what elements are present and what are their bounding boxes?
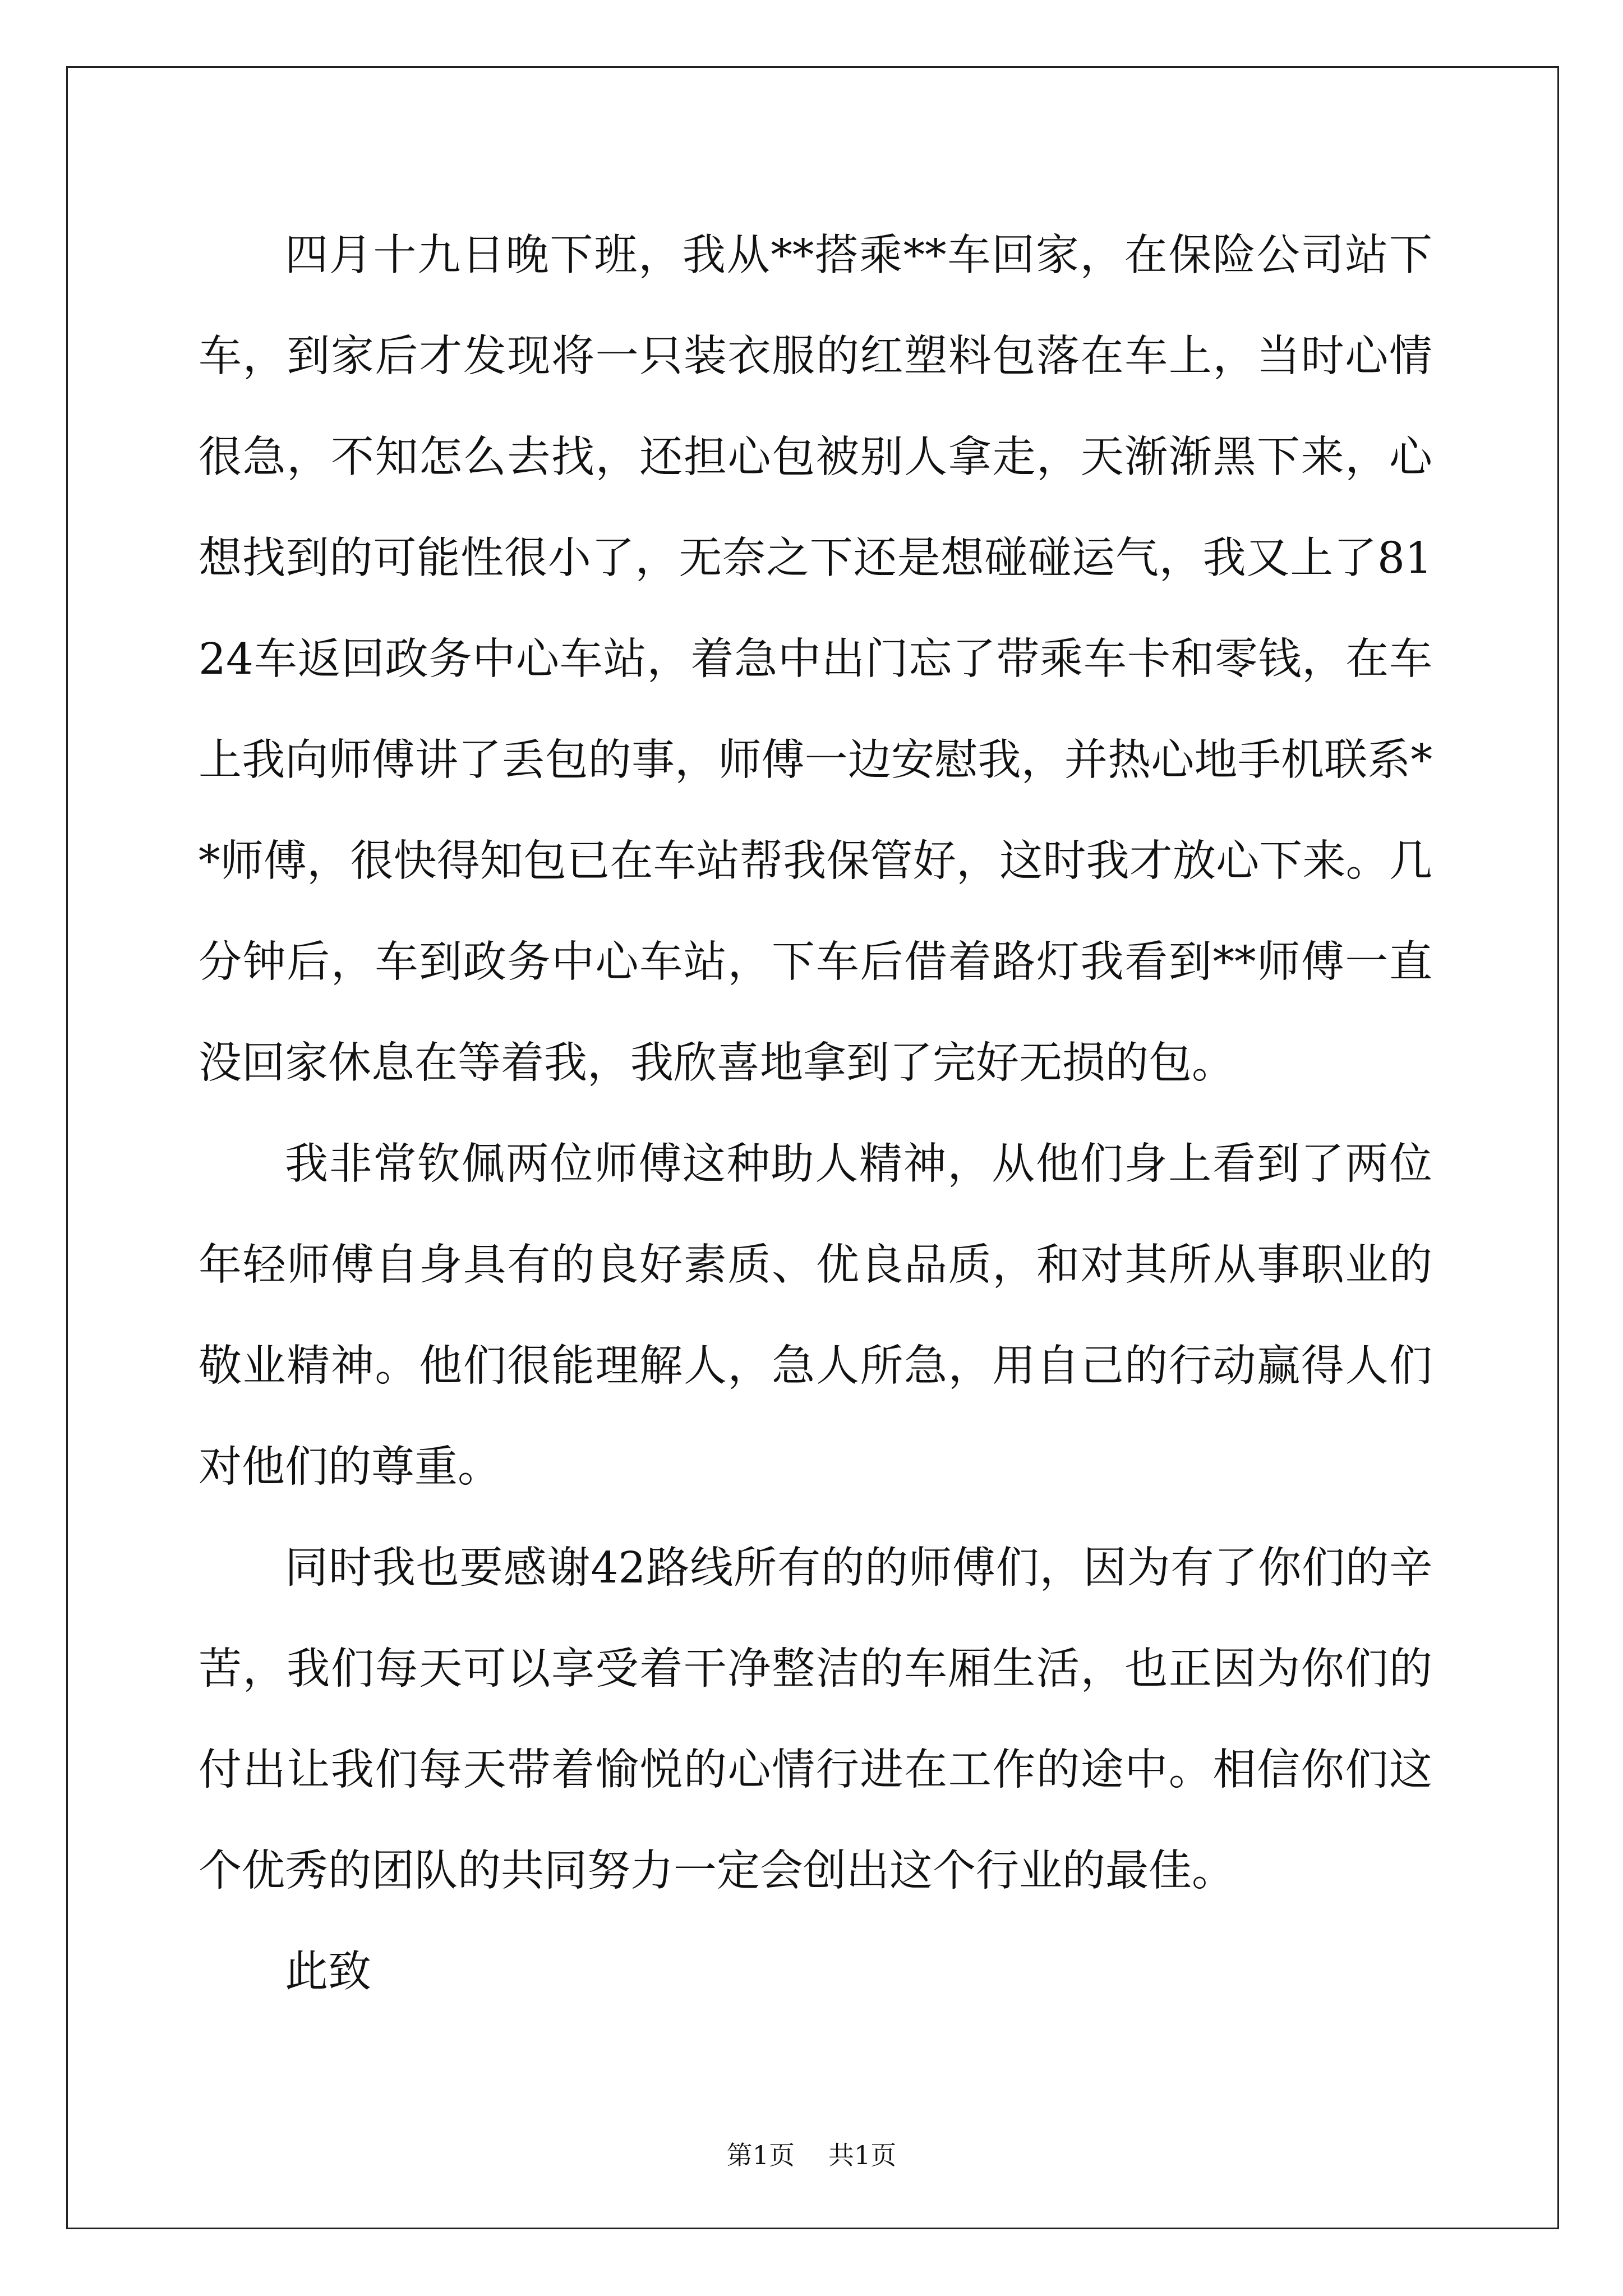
page-footer bbox=[0, 2138, 1623, 2172]
paragraph-1: 四月十九日晚下班，我从**搭乘**车回家，在保险公司站下车，到家后才发现将一只装衣服的红塑料包落在车上，当时心情很急，不知怎么去找，还担心包被别人拿走，天渐渐黑下来，心想找到的可能性很小了，无奈之下还是想碰碰运气，我又上了8124车返回政务中心车站，着急中出门忘了带乘车卡和零钱，在车上我向师傅讲了丢包的事，师傅一边安慰我，并热心地手机联系**师傅，很快得知包已在车站帮我保管好，这时我才放心下来。几分钟后，车到政务中心车站，下车后借着路灯我看到**师傅一直没回家休息在等着我，我欣喜地拿到了完好无损的包。 bbox=[199, 231, 1432, 1088]
paragraph-3: 同时我也要感谢42路线所有的的师傅们，因为有了你们的辛苦，我们每天可以享受着干净整洁的车厢生活，也正因为你们的付出让我们每天带着愉悦的心情行进在工作的途中。相信你们这个优秀的团队的共同努力一定会创出这个行业的最佳。 bbox=[199, 1543, 1432, 1896]
page-total: 共1页 bbox=[828, 2140, 897, 2170]
paragraph-2: 我非常钦佩两位师傅这种助人精神，从他们身上看到了两位年轻师傅自身具有的良好素质、优良品质，和对其所从事职业的敬业精神。他们很能理解人，急人所急，用自己的行动赢得人们对他们的尊重。 bbox=[199, 1139, 1432, 1492]
letter-body bbox=[199, 205, 1432, 2023]
closing-salutation: 此致 bbox=[285, 1947, 371, 1997]
page-current: 第1页 bbox=[726, 2140, 795, 2170]
